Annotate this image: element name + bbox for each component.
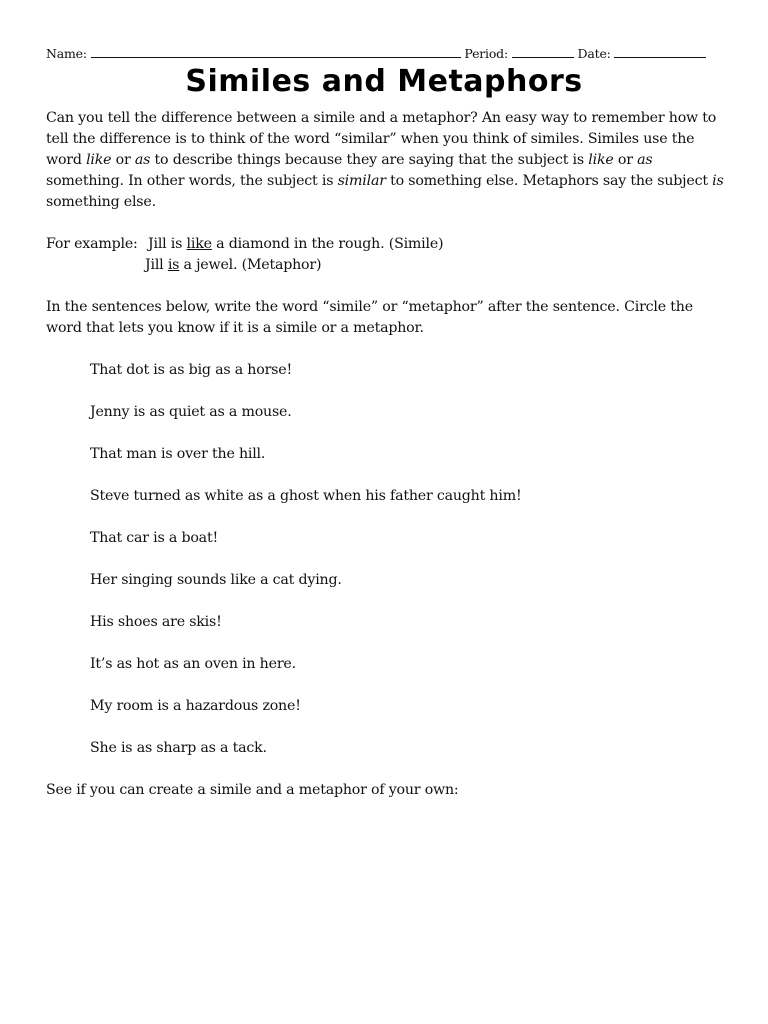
date-label: Date: [577, 46, 611, 61]
sentence-item: It’s as hot as an oven in here. [90, 656, 296, 672]
intro-or-1: or [111, 152, 135, 168]
intro-similar: similar [337, 173, 386, 189]
intro-text-5: something else. [46, 194, 156, 210]
intro-text-2: to describe things because they are saying that the subject is [150, 152, 589, 168]
sentence-item: His shoes are skis! [90, 614, 222, 630]
sentence-item: That car is a boat! [90, 530, 218, 546]
intro-paragraph [46, 108, 726, 213]
closing-prompt: See if you can create a simile and a metaphor of your own: [46, 782, 459, 798]
intro-or-2: or [613, 152, 638, 168]
example-simile [148, 234, 443, 255]
name-blank[interactable] [91, 46, 461, 58]
sentence-item: Her singing sounds like a cat dying. [90, 572, 342, 588]
intro-text-1: Can you tell the difference between a simile and a metaphor? An easy way to remember how to tell the difference is to think of the word “similar” when you think of similes. Similes use the word [46, 110, 717, 168]
page-title: Similes and Metaphors [185, 64, 583, 99]
example-simile-keyword: like [186, 236, 212, 252]
sentence-item: She is as sharp as a tack. [90, 740, 267, 756]
intro-is: is [712, 173, 724, 189]
sentence-item: Jenny is as quiet as a mouse. [90, 404, 292, 420]
instructions: In the sentences below, write the word “simile” or “metaphor” after the sentence. Circle the word that lets you know if it is a simile or a metaphor. [46, 299, 693, 336]
example-metaphor-text-a: Jill [145, 257, 168, 273]
intro-as: as [134, 152, 151, 168]
sentence-item: That dot is as big as a horse! [90, 362, 292, 378]
intro-like: like [86, 152, 112, 168]
intro-as-2: as [637, 152, 653, 168]
example-metaphor-text-b: a jewel. (Metaphor) [179, 257, 322, 273]
sentence-item: My room is a hazardous zone! [90, 698, 301, 714]
example-simile-text-a: Jill is [148, 236, 187, 252]
date-blank[interactable] [614, 46, 706, 58]
intro-like-2: like [588, 152, 614, 168]
example-metaphor [145, 255, 321, 276]
period-label: Period: [464, 46, 508, 61]
period-blank[interactable] [512, 46, 574, 58]
example-label: For example: [46, 236, 138, 252]
intro-text-3: something. In other words, the subject is [46, 173, 338, 189]
header-line [46, 46, 722, 61]
intro-text-4: to something else. Metaphors say the subject [385, 173, 713, 189]
sentence-item: That man is over the hill. [90, 446, 266, 462]
example-simile-text-b: a diamond in the rough. (Simile) [211, 236, 444, 252]
name-label: Name: [46, 46, 87, 61]
example-metaphor-keyword: is [167, 257, 180, 273]
sentence-item: Steve turned as white as a ghost when his father caught him! [90, 488, 522, 504]
